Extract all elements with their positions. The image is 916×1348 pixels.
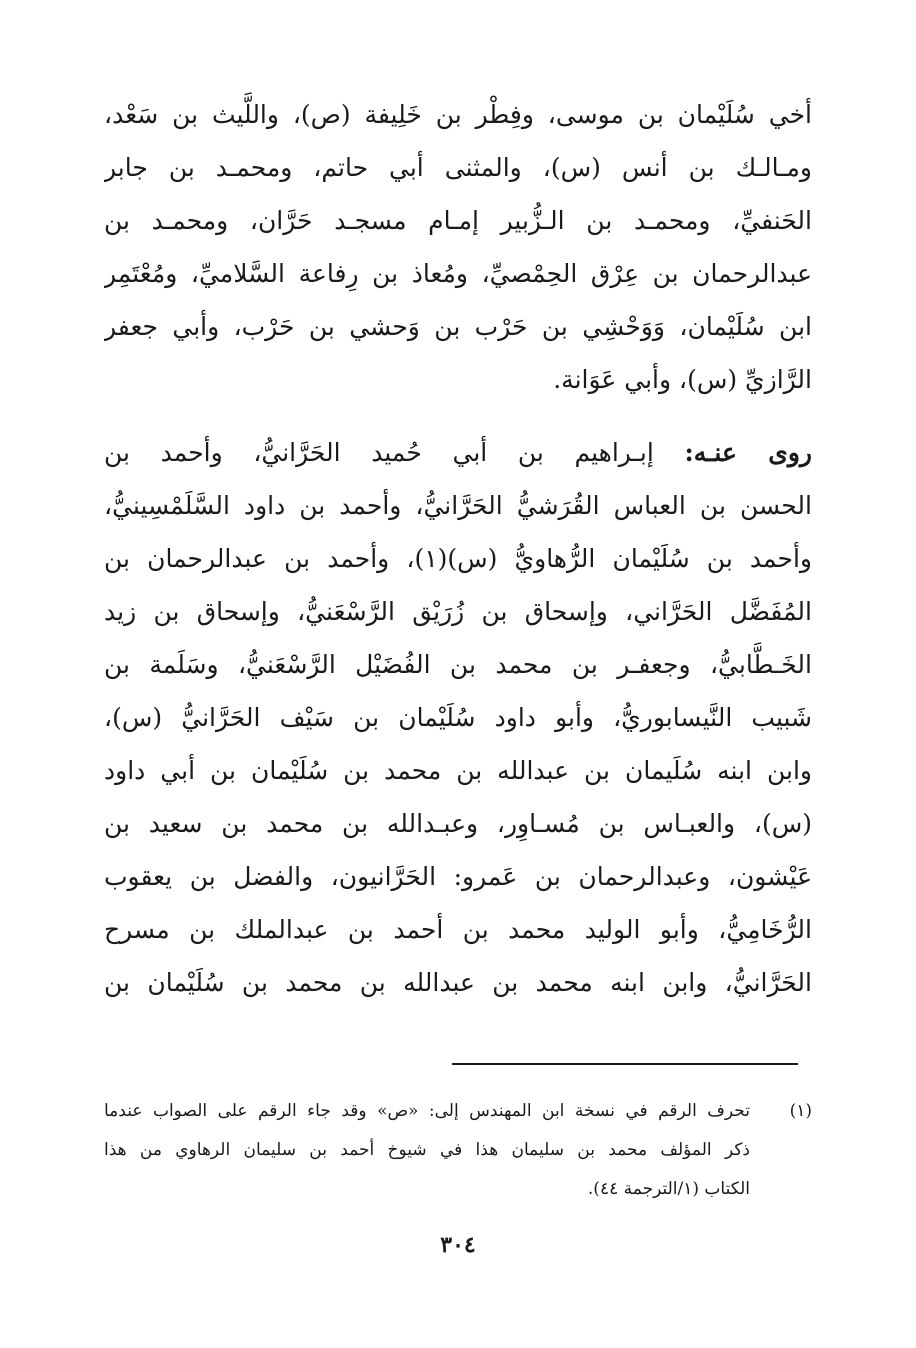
text-line: الخَـطَّابيُّ، وجعفـر بن محمد بن الفُضَيْل الرَّسْعَنيُّ، وسَلَمة بن <box>104 650 812 679</box>
text-line: أخي سُلَيْمان بن موسى، وفِطْر بن خَلِيفة (ص)، واللَّيث بن سَعْد، <box>104 100 812 129</box>
text-line: المُفَضَّل الحَرَّاني، وإسحاق بن زُرَيْق الرَّسْعَنيُّ، وإسحاق بن زيد <box>104 597 812 626</box>
text-line: شَبيب النَّيسابوريُّ، وأبو داود سُلَيْمان بن سَيْف الحَرَّانيُّ (س)، <box>104 703 812 732</box>
text-line: عبدالرحمان بن عِرْق الحِمْصيِّ، ومُعاذ بن رِفاعة السَّلاميِّ، ومُعْتَمِر <box>104 259 812 288</box>
footnote-divider <box>452 1063 798 1065</box>
text-line <box>104 426 812 479</box>
paragraph-students <box>104 426 812 1009</box>
section-lead: روى عنـه: <box>684 438 812 467</box>
footnote-line: الكتاب (١/الترجمة ٤٤). <box>587 1179 750 1199</box>
text-line: الحَنفيِّ، ومحمـد بن الـزُّبير إمـام مسجـد حَرَّان، ومحمـد بن <box>104 206 812 235</box>
text-line: وابن ابنه سُلَيمان بن عبدالله بن محمد بن سُلَيْمان بن أبي داود <box>104 756 812 785</box>
text-line: ومـالـك بن أنس (س)، والمثنى أبي حاتم، ومحمـد بن جابر <box>104 153 812 182</box>
text-line: عَيْشون، وعبدالرحمان بن عَمرو: الحَرَّانيون، والفضل بن يعقوب <box>104 862 812 891</box>
footnote-line <box>104 1092 812 1131</box>
footnote-number: (١) <box>789 1101 812 1121</box>
paragraph-teachers <box>104 88 812 406</box>
text-line: (س)، والعبـاس بن مُسـاوِر، وعبـدالله بن محمد بن سعيد بن <box>104 809 812 838</box>
page-number: ٣٠٤ <box>440 1232 476 1258</box>
text-segment: إبـراهيم بن أبي حُميد الحَرَّانيُّ، وأحمد بن <box>104 438 685 467</box>
text-line: الحَرَّانيُّ، وابن ابنه محمد بن عبدالله بن محمد بن سُلَيْمان بن <box>104 968 812 997</box>
footnote <box>104 1092 812 1209</box>
text-line: الحسن بن العباس القُرَشيُّ الحَرَّانيُّ، وأحمد بن داود السَّلَمْسِينيُّ، <box>104 491 812 520</box>
text-line: الرُّخَامِيُّ، وأبو الوليد محمد بن أحمد بن عبدالملك بن مسرح <box>104 915 812 944</box>
text-line: وأحمد بن سُلَيْمان الرُّهاويُّ (س)(١)، وأحمد بن عبدالرحمان بن <box>104 544 812 573</box>
text-line: الرَّازيِّ (س)، وأبي عَوَانة. <box>553 365 812 394</box>
footnote-line: ذكر المؤلف محمد بن سليمان هذا في شيوخ أحمد بن سليمان الرهاوي من هذا <box>104 1140 750 1160</box>
footnote-text: تحرف الرقم في نسخة ابن المهندس إلى: «ص» وقد جاء الرقم على الصواب عندما <box>104 1101 751 1121</box>
text-line: ابن سُلَيْمان، وَوَحْشِي بن حَرْب بن وَحشي بن حَرْب، وأبي جعفر <box>104 312 812 341</box>
